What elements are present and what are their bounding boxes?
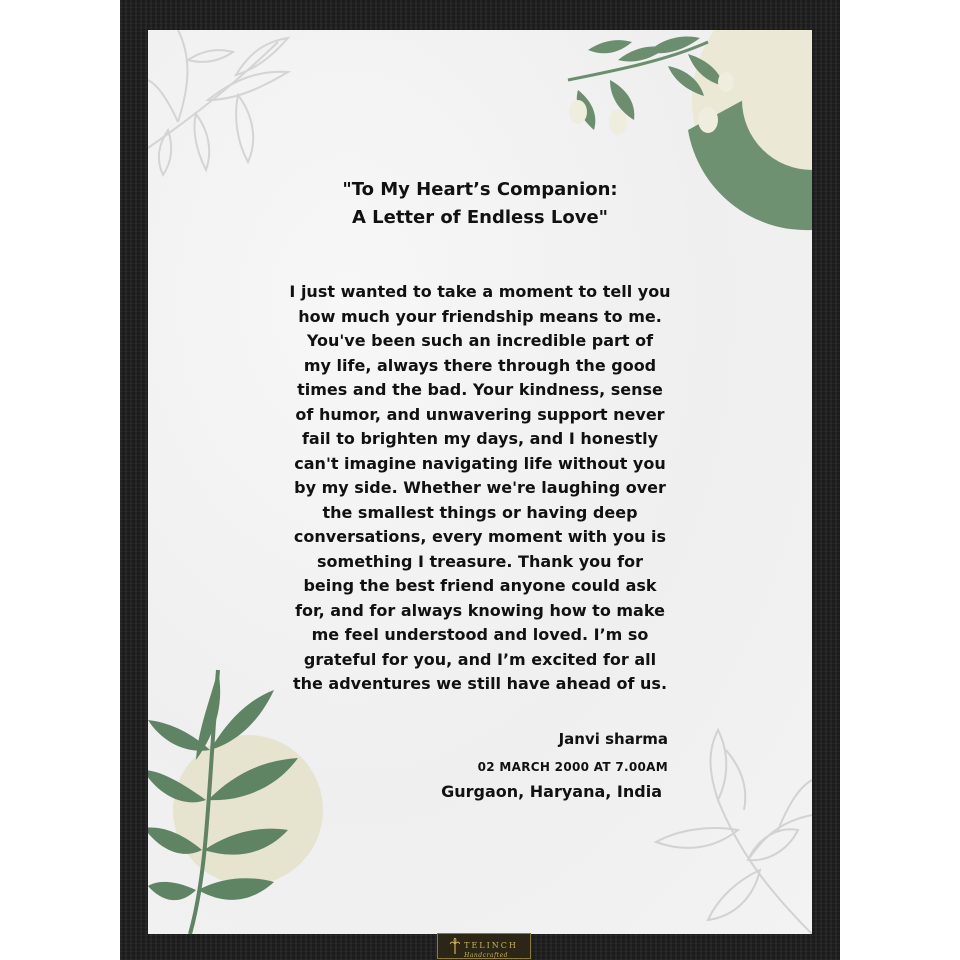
brand-tagline: Handcrafted	[464, 952, 508, 959]
letter-paper	[148, 30, 812, 934]
letter-body-line: me feel understood and loved. I’m so	[311, 625, 649, 644]
outline-leaves-top-left	[148, 30, 288, 175]
letter-body-line: for, and for always knowing how to make	[295, 600, 665, 620]
letter-body-line: times and the bad. Your kindness, sense	[297, 380, 663, 399]
letter-body-line: grateful for you, and I’m excited for all	[303, 649, 657, 669]
letter-body-line: the smallest things or having deep	[322, 502, 638, 522]
letter-body-line: of humor, and unwavering support never	[295, 404, 665, 424]
letter-body-line: by my side. Whether we're laughing over	[294, 478, 666, 497]
letter-body-line: being the best friend anyone could ask	[303, 576, 657, 595]
signature-name: Janvi sharma	[558, 730, 668, 748]
signature-date: 02 MARCH 2000 AT 7.00AM	[477, 760, 668, 774]
letter-body-line: conversations, every moment with you is	[293, 527, 667, 546]
letter-title-line-1: "To My Heart’s Companion:	[342, 179, 618, 200]
letter-body-line: I just wanted to take a moment to tell you	[289, 282, 671, 301]
brand-badge	[437, 933, 531, 959]
brand-name: TELINCH	[464, 941, 518, 950]
letter-body-line: can't imagine navigating life without you	[294, 453, 666, 473]
letter-body-line: how much your friendship means to me.	[298, 306, 662, 326]
cream-circle-bottom-left	[173, 735, 323, 885]
palm-tree-icon	[450, 938, 460, 954]
letter-body-line: the adventures we still have ahead of us.	[292, 674, 668, 693]
outline-leaves-bottom-right	[656, 730, 812, 934]
letter-title-line-2: A Letter of Endless Love"	[351, 207, 609, 228]
letter-body-line: my life, always there through the good	[303, 355, 657, 375]
signature-place: Gurgaon, Haryana, India	[441, 782, 662, 801]
letter-body-line: something I treasure. Thank you for	[317, 551, 643, 571]
letter-body-line: fail to brighten my days, and I honestly	[301, 429, 659, 448]
letter-body-line: You've been such an incredible part of	[306, 331, 654, 350]
